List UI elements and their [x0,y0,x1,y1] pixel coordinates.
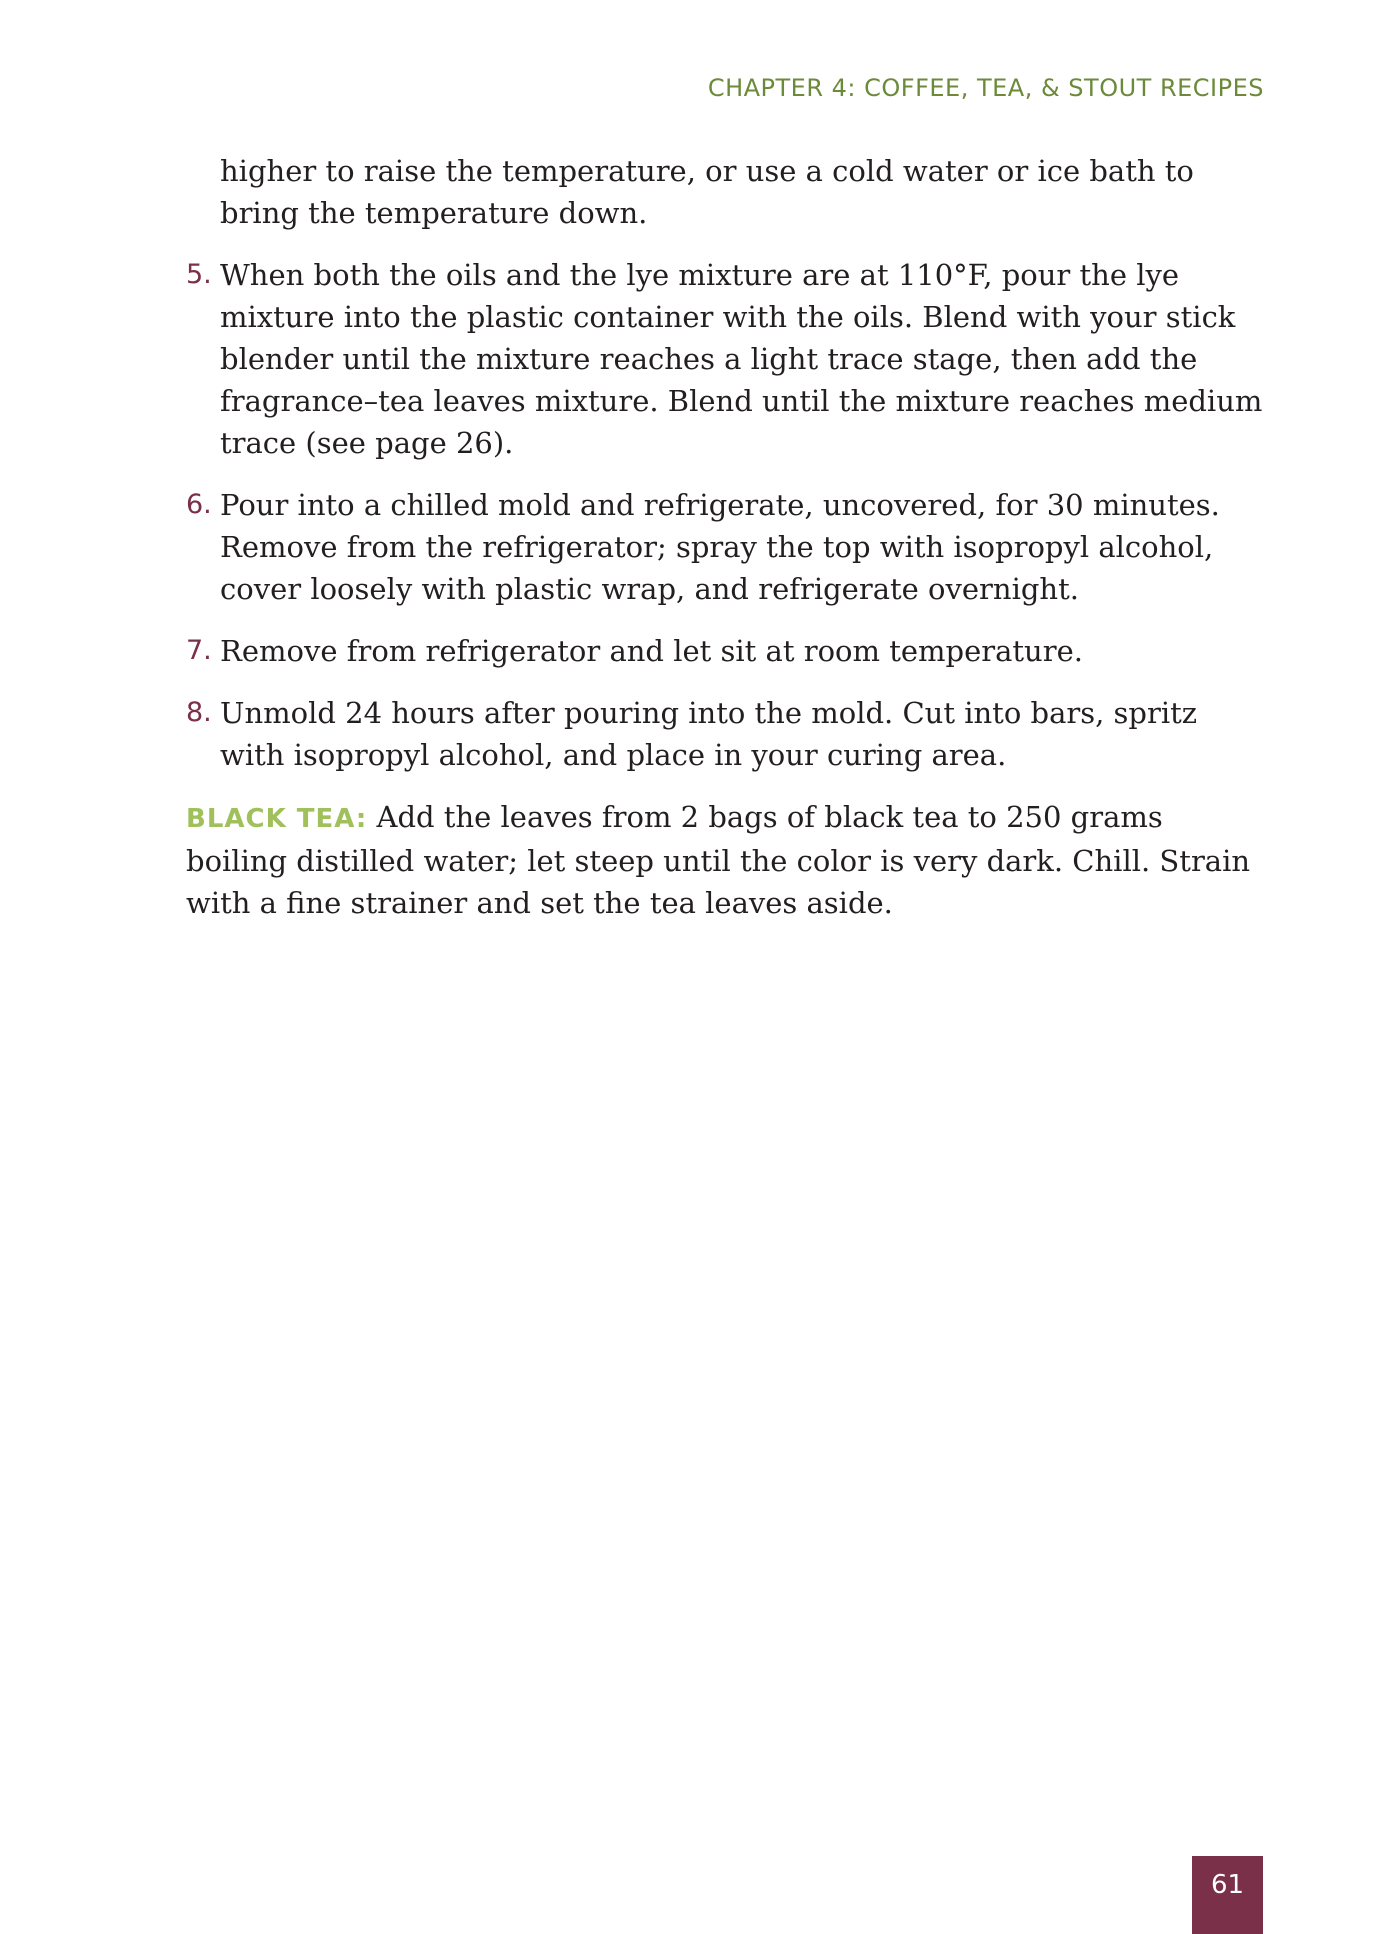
list-item [186,692,1266,776]
step-number: 5. [186,259,212,290]
step-text: When both the oils and the lye mixture are at 110°F, pour the lye mixture into the plastic container with the oils. Blend with your stick blender until the mixture reaches a light trace stage, then add the fragrance–tea leaves mixture. Blend until the mixture reaches medium trace (see page 26). [220,258,1263,460]
step-number: 6. [186,489,212,520]
note-label: BLACK TEA: [186,804,368,834]
page-body [186,150,1266,924]
list-item [186,484,1266,610]
running-head: CHAPTER 4: COFFEE, TEA, & STOUT RECIPES [707,74,1264,102]
step-text: Pour into a chilled mold and refrigerate, uncovered, for 30 minutes. Remove from the refrigerator; spray the top with isopropyl alcohol, cover loosely with plastic wrap, and refrigerate overnight. [220,488,1220,606]
continuation-paragraph: higher to raise the temperature, or use a cold water or ice bath to bring the temperature down. [220,154,1194,230]
step-number: 7. [186,635,212,666]
step-text: Unmold 24 hours after pouring into the mold. Cut into bars, spritz with isopropyl alcohol, and place in your curing area. [220,696,1198,772]
black-tea-note [186,796,1266,924]
list-item [186,630,1266,672]
page-number: 61 [1192,1856,1263,1934]
step-text: Remove from refrigerator and let sit at room temperature. [220,634,1083,668]
step-number: 8. [186,697,212,728]
list-item [186,254,1266,464]
note-text: Add the leaves from 2 bags of black tea to 250 grams boiling distilled water; let steep until the color is very dark. Chill. Strain with a fine strainer and set the tea leaves aside. [186,800,1251,920]
